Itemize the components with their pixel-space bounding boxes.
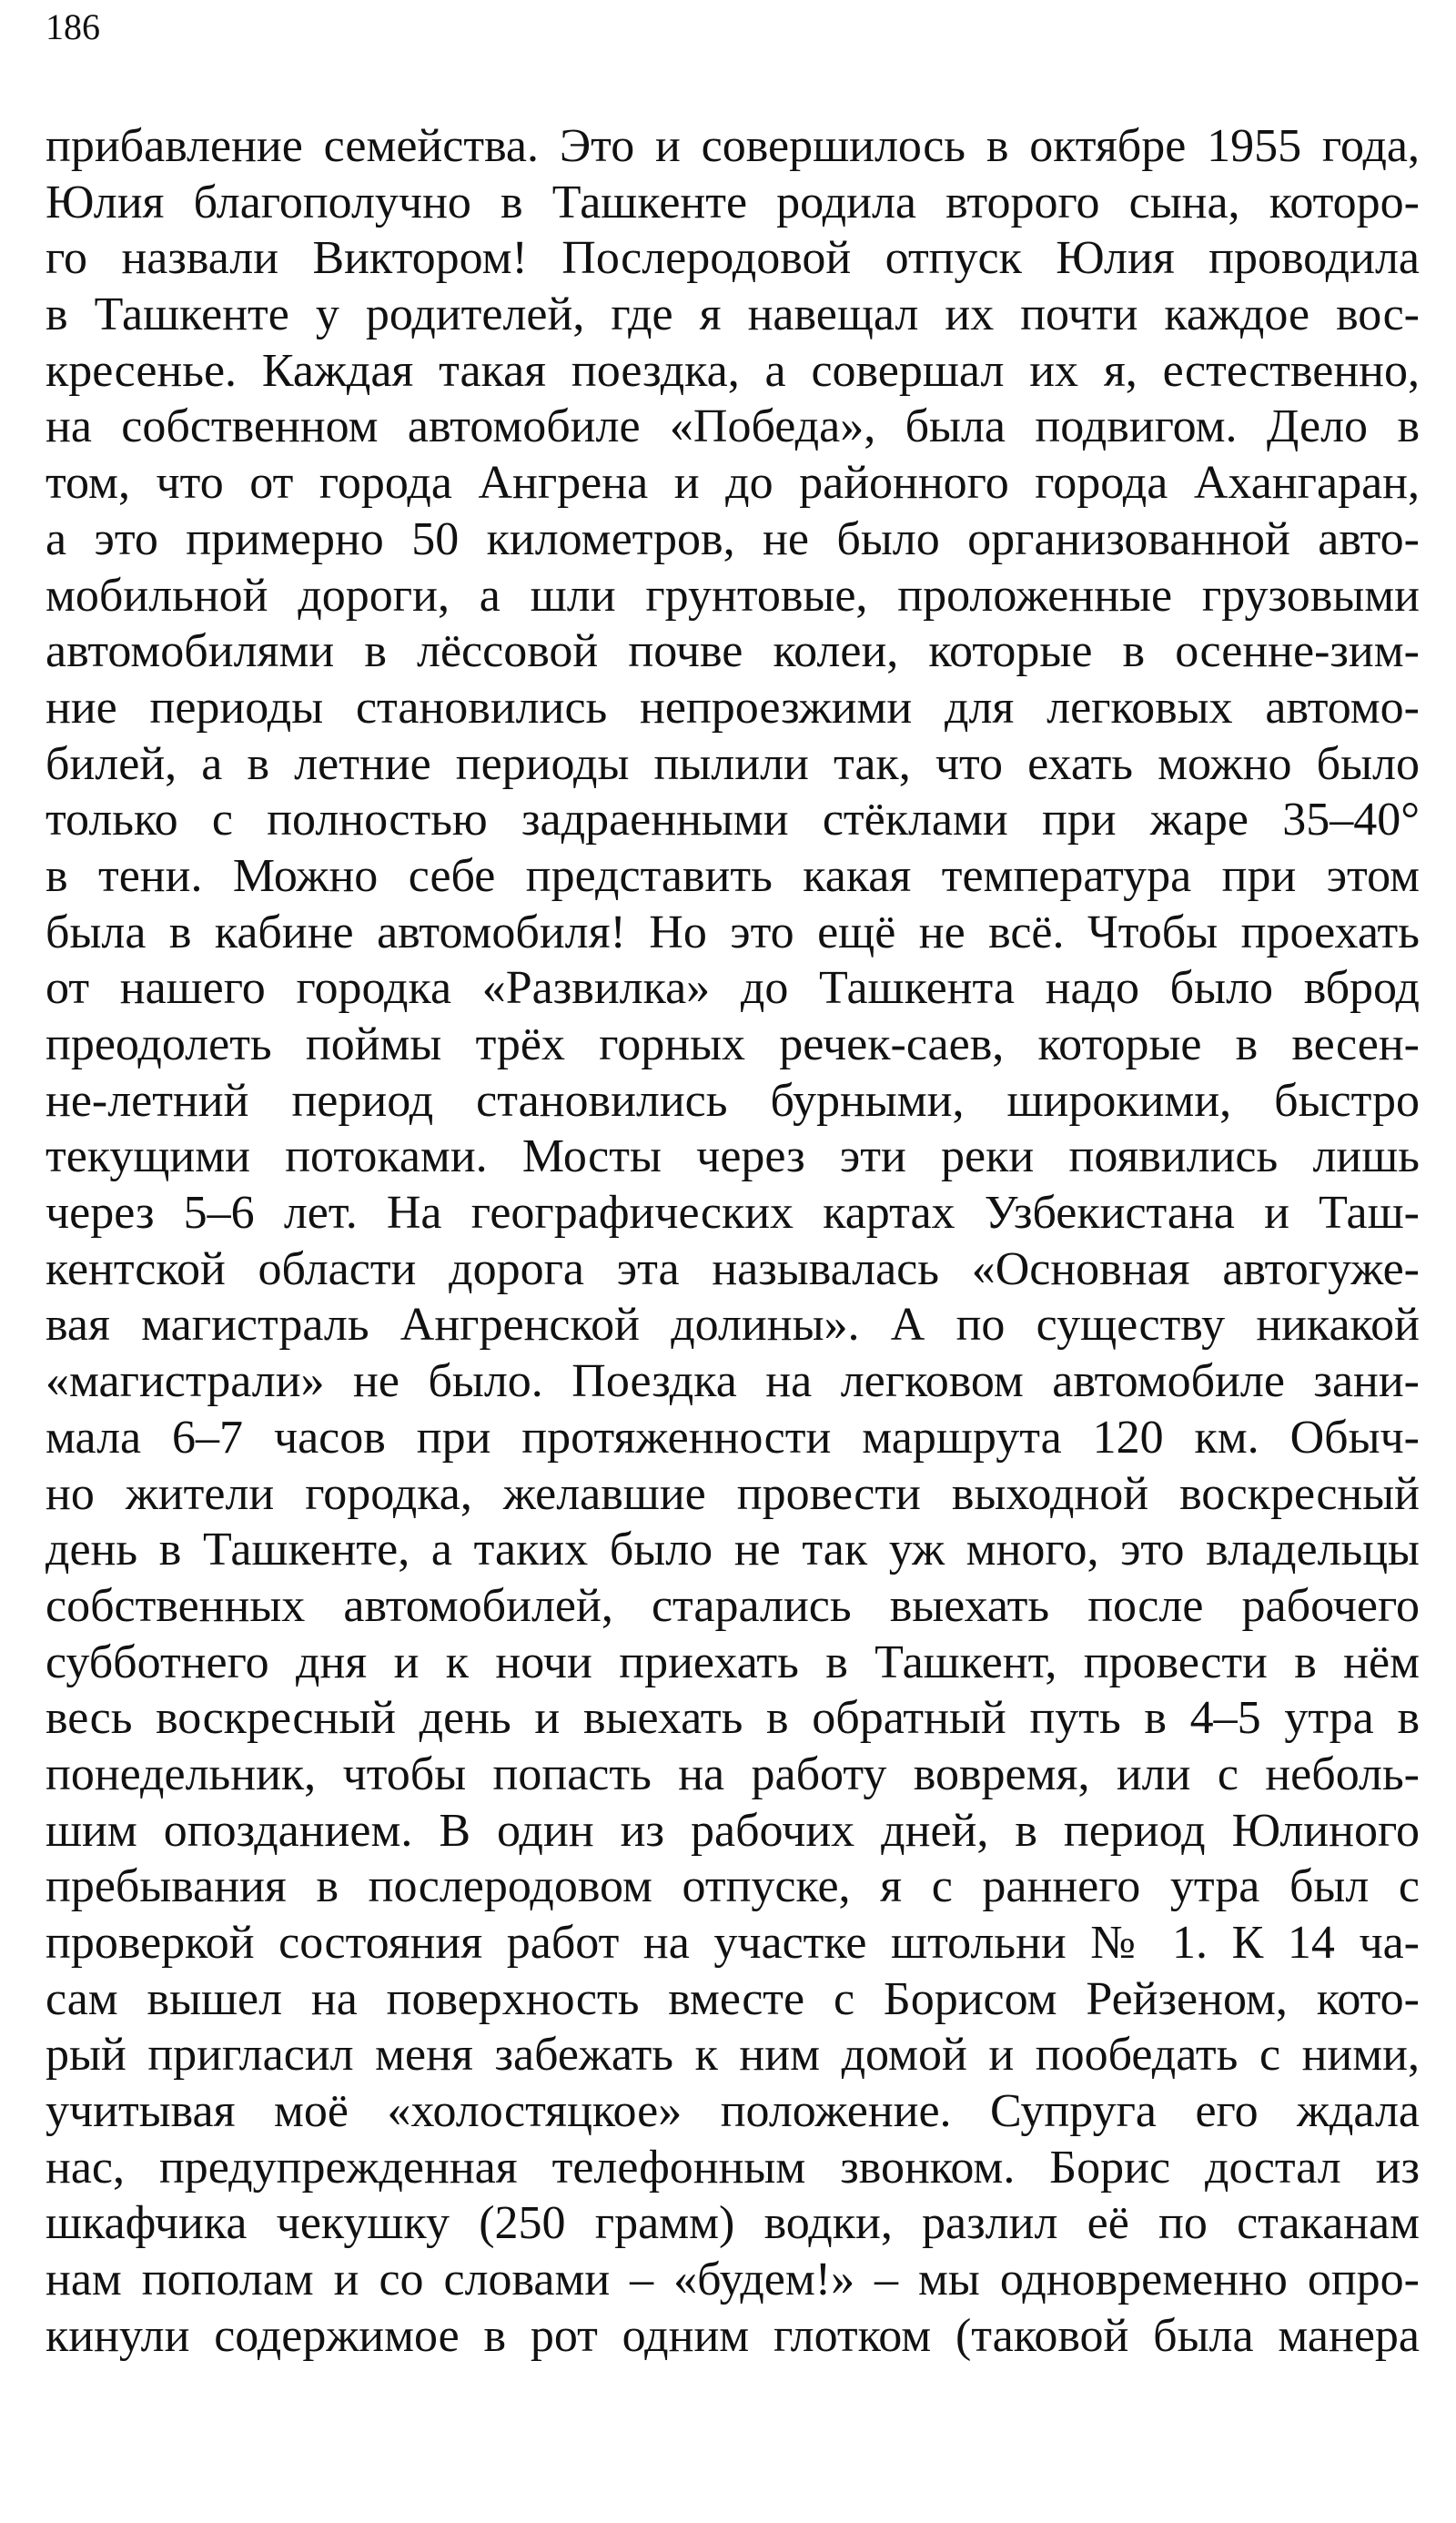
text-line: текущими потоками. Мосты через эти реки появились лишь	[46, 1130, 1420, 1183]
text-line: «магистрали» не было. Поездка на легковом автомобиле зани-	[46, 1355, 1420, 1408]
text-line: была в кабине автомобиля! Но это ещё не всё. Чтобы проехать	[46, 906, 1420, 958]
text-line: а это примерно 50 километров, не было организованной авто-	[46, 512, 1420, 565]
text-line: но жители городка, желавшие провести выходной воскресный	[46, 1467, 1420, 1520]
text-line: прибавление семейства. Это и совершилось в октябре 1955 года,	[46, 120, 1420, 172]
text-line: на собственном автомобиле «Победа», была подвигом. Дело в	[46, 400, 1420, 453]
text-line: автомобилями в лёссовой почве колеи, которые в осенне-зим-	[46, 625, 1420, 678]
text-line: кинули содержимое в рот одним глотком (таковой была манера	[46, 2309, 1420, 2362]
text-line: не-летний период становились бурными, широкими, быстро	[46, 1074, 1420, 1127]
text-line: преодолеть поймы трёх горных речек-саев, которые в весен-	[46, 1018, 1420, 1070]
text-line: Юлия благополучно в Ташкенте родила второго сына, которо-	[46, 176, 1420, 228]
text-line: субботнего дня и к ночи приехать в Ташкент, провести в нём	[46, 1636, 1420, 1688]
text-line: весь воскресный день и выехать в обратный путь в 4–5 утра в	[46, 1692, 1420, 1745]
text-line: нас, предупрежденная телефонным звонком. Борис достал из	[46, 2141, 1420, 2194]
text-line: шим опозданием. В один из рабочих дней, в период Юлиного	[46, 1804, 1420, 1857]
text-line: том, что от города Ангрена и до районного города Ахангаран,	[46, 457, 1420, 510]
text-line: билей, а в летние периоды пылили так, что ехать можно было	[46, 737, 1420, 790]
text-line: кресенье. Каждая такая поездка, а совершал их я, естественно,	[46, 344, 1420, 397]
text-line: в Ташкенте у родителей, где я навещал их почти каждое вос-	[46, 289, 1420, 341]
text-line: нам пополам и со словами – «будем!» – мы одновременно опро-	[46, 2254, 1420, 2306]
text-line: проверкой состояния работ на участке штольни № 1. К 14 ча-	[46, 1917, 1420, 1969]
text-line: вая магистраль Ангренской долины». А по существу никакой	[46, 1299, 1420, 1352]
text-line: собственных автомобилей, старались выехать после рабочего	[46, 1579, 1420, 1632]
text-line: кентской области дорога эта называлась «Основная автогуже-	[46, 1242, 1420, 1295]
text-line: день в Ташкенте, а таких было не так уж много, это владельцы	[46, 1524, 1420, 1576]
text-line: мала 6–7 часов при протяженности маршрута 120 км. Обыч-	[46, 1411, 1420, 1464]
page-number: 186	[46, 6, 100, 47]
text-line: в тени. Можно себе представить какая температура при этом	[46, 849, 1420, 902]
text-line: только с полностью задраенными стёклами при жаре 35–40°	[46, 794, 1420, 846]
text-line: понедельник, чтобы попасть на работу вовремя, или с неболь-	[46, 1748, 1420, 1800]
text-line: мобильной дороги, а шли грунтовые, проложенные грузовыми	[46, 569, 1420, 622]
text-line: го назвали Виктором! Послеродовой отпуск Юлия проводила	[46, 232, 1420, 285]
text-line: шкафчика чекушку (250 грамм) водки, разлил её по стаканам	[46, 2197, 1420, 2250]
text-line: через 5–6 лет. На географических картах Узбекистана и Таш-	[46, 1187, 1420, 1240]
text-line: пребывания в послеродовом отпуске, я с раннего утра был с	[46, 1860, 1420, 1913]
text-line: от нашего городка «Развилка» до Ташкента надо было вброд	[46, 962, 1420, 1015]
text-line: рый пригласил меня забежать к ним домой и пообедать с ними,	[46, 2029, 1420, 2082]
body-text	[46, 118, 1420, 2365]
text-line: ние периоды становились непроезжими для легковых автомо-	[46, 681, 1420, 734]
text-line: учитывая моё «холостяцкое» положение. Супруга его ждала	[46, 2085, 1420, 2138]
text-line: сам вышел на поверхность вместе с Борисом Рейзеном, кото-	[46, 1972, 1420, 2025]
